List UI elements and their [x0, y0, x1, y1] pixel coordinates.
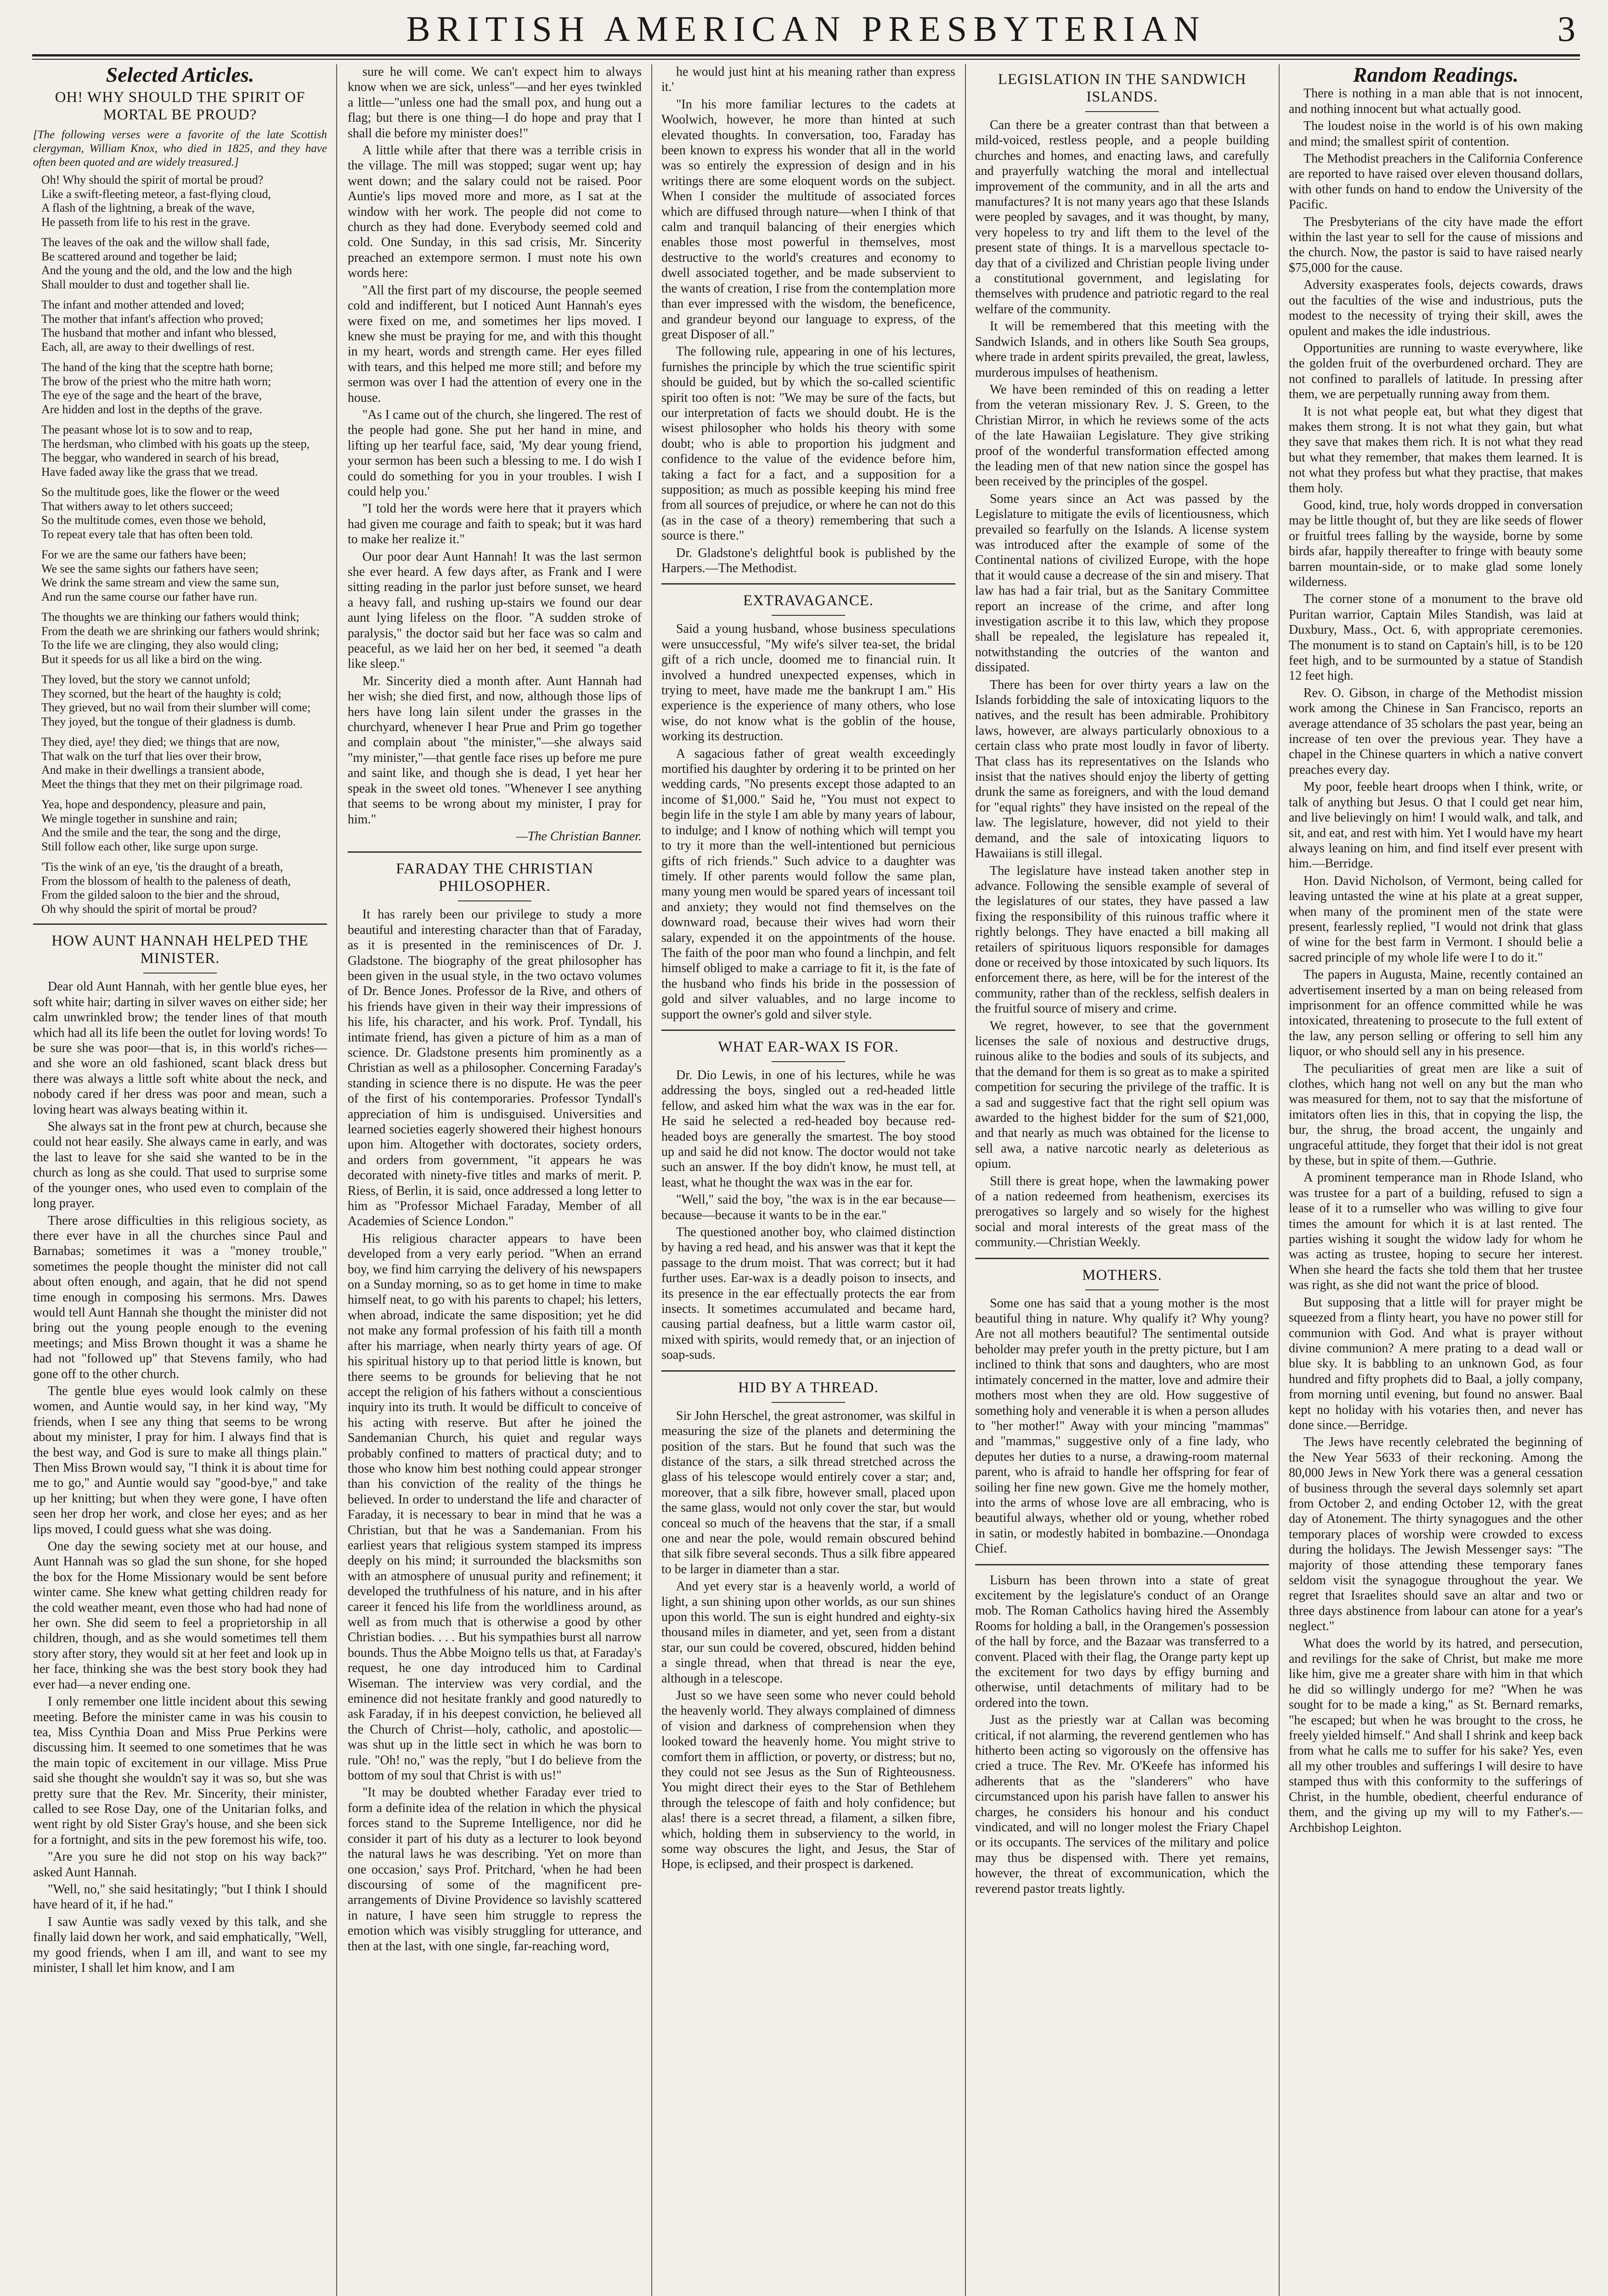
- poem-stanza: [41, 798, 327, 854]
- paragraph: The legislature have instead taken another step in advance. Following the sensible example of several of the legislatures of our states, they have passed a law fixing the responsibility of this ruinous traffic where it rightly belongs. They have enacted a bill making all retailers of spirituous liquors responsible for damages done or received by those intoxicated by such liquors. Its enforcement there, as here, will be for the interest of the community, rather than of the reckless, selfish dealers in the fruitful source of misery and crime.: [975, 863, 1269, 1016]
- paragraph: It will be remembered that this meeting with the Sandwich Islands, and in others like South Sea groups, where trade in ardent spirits prevailed, the great, lawless, murderous impulses of heathenism.: [975, 319, 1269, 380]
- story-continued: [348, 64, 642, 827]
- paragraph: The loudest noise in the world is of his own making and mind; the smallest spirit of contention.: [1289, 119, 1583, 149]
- paragraph: Adversity exasperates fools, dejects cowards, draws out the faculties of the wise and industrious, puts the modest to the necessity of trying their skill, awes the opulent and makes the idle industrious.: [1289, 278, 1583, 338]
- poem-line: The brow of the priest who the mitre hath worn;: [41, 374, 271, 388]
- title-rule: [772, 1402, 845, 1403]
- column-divider: [336, 64, 337, 2296]
- mothers-title: MOTHERS.: [1082, 1266, 1162, 1283]
- poem-line: And make in their dwellings a transient abode,: [41, 763, 265, 777]
- poem-line: To repeat every tale that has often been told.: [41, 527, 253, 541]
- poem-stanza: [41, 860, 327, 916]
- poem-line: The eye of the sage and the heart of the brave,: [41, 388, 262, 402]
- poem-line: For we are the same our fathers have been;: [41, 548, 247, 562]
- column-divider: [651, 64, 652, 2296]
- paragraph: I saw Auntie was sadly vexed by this talk, and she finally laid down her work, and said emphatically, "Well, my good friends, when I am ill, and want to see my minister, I shall let him know, and I am: [33, 1914, 327, 1975]
- paragraph: The questioned another boy, who claimed distinction by having a red head, and his answer was that it kept the passage to the drum moist. That was correct; but it had further uses. Ear-wax is a deadly poison to insects, and its presence in the ear effectually protects the ear from insects. It sometimes accumulated and became hard, causing partial deafness, but a little warm castor oil, mixed with spirits, would remedy that, or an injection of soap-suds.: [661, 1225, 955, 1362]
- paragraph: I only remember one little incident about this sewing meeting. Before the minister came in was his cousin to tea, Miss Cynthia Doan and Miss Prue Perkins were discussing him. It seemed to one sometimes that he was the main topic of excitement in our village. Miss Prue said she thought she wouldn't say it was so, but she was pretty sure that the Rev. Mr. Sincerity, their minister, called to see Rose Day, one of the Unitarian folks, and went right by old Sister Gray's house, and she been sick for a fortnight, and sits in the pew foremost his wife, too.: [33, 1694, 327, 1847]
- lisburn-body: [975, 1573, 1269, 1897]
- poem-line: From the blossom of health to the paleness of death,: [41, 874, 291, 888]
- column-2: [348, 64, 642, 2296]
- paragraph: "Are you sure he did not stop on his way back?" asked Aunt Hannah.: [33, 1850, 327, 1880]
- poem-line: From the death we are shrinking our fathers would shrink;: [41, 624, 320, 638]
- title-rule: [143, 973, 217, 974]
- paragraph: Dr. Dio Lewis, in one of his lectures, while he was addressing the boys, singled out a red-headed little fellow, and asked him what the wax was in the ear for. He said he selected a red-headed boy because red-headed boys are generally the smartest. The boy stood up and said he did not know. The doctor would not take such an answer. If the boy didn't know, he must tell, at least, what he thought the wax was in the ear for.: [661, 1068, 955, 1190]
- paragraph: She always sat in the front pew at church, because she could not hear easily. She always came in early, and was the last to leave for she said she wanted to be in the church as long as she could. That used to surprise some of the younger ones, who used even to complain of the long prayer.: [33, 1120, 327, 1211]
- poem-line: Still follow each other, like surge upon surge.: [41, 839, 259, 853]
- poem-line: They joyed, but the tongue of their gladness is dumb.: [41, 715, 296, 728]
- legislation-body: [975, 118, 1269, 1250]
- paragraph: It is not what people eat, but what they digest that makes them strong. It is not what they gain, but what they save that makes them rich. It is not what they read but what they remember, that makes them learned. It is not what they profess but what they practise, that makes them holy.: [1289, 404, 1583, 495]
- poem-body: [41, 173, 327, 916]
- paragraph: Rev. O. Gibson, in charge of the Methodist mission work among the Chinese in San Francisco, reports an average attendance of 35 scholars the past year, being an increase of ten over the previous year. They have a chapel in the Chinese quarters in which a native convert preaches every day.: [1289, 686, 1583, 777]
- paragraph: "I told her the words were here that it prayers which had given me courage and faith to speak; but it was hard to make her realize it.": [348, 501, 642, 547]
- paragraph: And yet every star is a heavenly world, a world of light, a sun shining upon other worlds, as our sun shines upon this world. The sun is eight hundred and eighty-six thousand miles in diameter, and yet, seen from a distant star, our sun could be covered, obscured, hidden behind a single thread, when that thread is near the eye, although in a telescope.: [661, 1579, 955, 1686]
- poem-line: And the young and the old, and the low and the high: [41, 264, 292, 277]
- poem-line: 'Tis the wink of an eye, 'tis the draught of a breath,: [41, 860, 283, 874]
- legislation-title: LEGISLATION IN THE SANDWICH ISLANDS.: [998, 71, 1247, 105]
- poem-stanza: [41, 485, 327, 541]
- paragraph: Dr. Gladstone's delightful book is published by the Harpers.—The Methodist.: [661, 546, 955, 575]
- poem-line: We drink the same stream and view the same sun,: [41, 576, 279, 590]
- earwax-title: WHAT EAR-WAX IS FOR.: [718, 1038, 899, 1055]
- article-divider: [661, 1030, 955, 1031]
- column-3: [661, 64, 955, 2296]
- paragraph: My poor, feeble heart droops when I think, write, or talk of anything but Jesus. O that I could get near him, and live believingly on him! I would walk, and talk, and sit, and eat, and rest with him. Yet I would have my heart always leaning on him, and find itself ever present with him.—Berridge.: [1289, 780, 1583, 871]
- paragraph: Our poor dear Aunt Hannah! It was the last sermon she ever heard. A few days after, as Frank and I were sitting reading in the parlor just before sunset, we heard a heavy fall, and rushing up-stairs we found our dear aunt lying lifeless on the floor. "A sudden stroke of paralysis," the doctor said but her face was so calm and peaceful, as we laid her on her bed, it seemed "a death like sleep.": [348, 549, 642, 671]
- poem-line: From the gilded saloon to the bier and the shroud,: [41, 888, 280, 902]
- poem-line: Meet the things that they met on their pilgrimage road.: [41, 777, 303, 791]
- poem-line: So the multitude comes, even those we behold,: [41, 513, 266, 527]
- poem-line: The husband that mother and infant who blessed,: [41, 326, 276, 340]
- poem-line: Be scattered around and together be laid;: [41, 249, 237, 263]
- title-rule: [1085, 111, 1159, 112]
- poem-line: Have faded away like the grass that we tread.: [41, 465, 258, 478]
- title-rule: [772, 615, 845, 616]
- section-heading-random-readings: Random Readings.: [1353, 64, 1519, 86]
- poem-stanza: [41, 548, 327, 604]
- poem-stanza: [41, 610, 327, 666]
- column-1: [33, 64, 327, 2296]
- poem-line: Oh! Why should the spirit of mortal be proud?: [41, 173, 264, 187]
- paragraph: A sagacious father of great wealth exceedingly mortified his daughter by ordering it to be printed on her wedding cards, "No presents except those adapted to an income of $1,000." Said he, "You must not expect to begin life in the style I am able by many years of labour, to indulge; and I know of nothing which will tempt you to try it more than the well-intentioned but pernicious gifts of rich friends." Such advice to a daughter was timely. If other parents would follow the same plan, many young men would be spared years of incessant toil and anxiety; they would not find themselves on the downward road, because their wives had worn their salary, expended it on the appointments of the house. The faith of the poor man who found a linchpin, and felt himself obliged to make a carriage to fit it, is the fate of the husband who finds his bride in the possession of gold and silver valuables, and no large income to support the owner's gold and silver style.: [661, 746, 955, 1022]
- paragraph: We regret, however, to see that the government licenses the sale of noxious and destructive drugs, ruinous alike to the bodies and souls of its subjects, and that the demand for them is so great as to make a spirited competition for securing the privilege of the traffic. It is a sad and suggestive fact that the right sell opium was awarded to the highest bidder for the sum of $21,000, and that nearly as much was obtained for the license to sell awa, a native narcotic nearly as deleterious as opium.: [975, 1019, 1269, 1171]
- paragraph: Some years since an Act was passed by the Legislature to mitigate the evils of licentiousness, which prevailed so fearfully on the Islands. A license system was introduced after the example of some of the Continental nations of civilized Europe, with the hope that it would cause a decrease of the sin and misery. That law has had a fair trial, but as the Sanitary Committee report an increase of the crime, and after long investigation ascribe it to this law, which they propose shall be repealed, the legislature has repealed it, notwithstanding the outcries of the wanton and dissipated.: [975, 491, 1269, 675]
- poem-line: Shall moulder to dust and together shall lie.: [41, 277, 250, 291]
- poem-line: They grieved, but no wail from their slumber will come;: [41, 701, 311, 715]
- poem-line: The herdsman, who climbed with his goats up the steep,: [41, 437, 310, 450]
- paragraph: The papers in Augusta, Maine, recently contained an advertisement inserted by a man on being released from imprisonment for an offence committed while he was intoxicated, threatening to prosecute to the full extent of the law, any person selling or offering to sell him any liquor, or who should sell any in his presence.: [1289, 968, 1583, 1059]
- poem-line: So the multitude goes, like the flower or the weed: [41, 485, 280, 499]
- paragraph: Can there be a greater contrast than that between a mild-voiced, restless people, and a people building churches and homes, and enacting laws, and carefully and prayerfully watching the moral and intellectual improvement of the community, and in all the arts and manufactures? It is not many years ago that these Islands were peopled by savages, and it was thought, by many, very hopeless to try and lift them to the level of the present state of things. It is a marvellous spectacle to-day that of a civilized and Christian people living under a constitutional government, and legislating for themselves with prudence and patriotic regard to the real welfare of the community.: [975, 118, 1269, 316]
- poem-line: Like a swift-fleeting meteor, a fast-flying cloud,: [41, 187, 271, 201]
- story-body: [33, 979, 327, 1975]
- poem-stanza: [41, 173, 327, 229]
- faraday-title: FARADAY THE CHRISTIAN PHILOSOPHER.: [396, 861, 593, 895]
- paragraph: Hon. David Nicholson, of Vermont, being called for leaving untasted the wine at his plate at a great supper, when many of the prominent men of the state were present, fearlessly replied, "I would not drink that glass of wine for the best farm in Vermont. I should belie a sacred principle of my whole life were I to do it.": [1289, 873, 1583, 965]
- poem-stanza: [41, 236, 327, 292]
- article-divider: [33, 923, 327, 925]
- poem-line: The mother that infant's affection who proved;: [41, 312, 264, 326]
- paragraph: "It may be doubted whether Faraday ever tried to form a definite idea of the relation in which the physical forces stand to the Supreme Intelligence, nor did he consider it part of his duty as a lecturer to look beyond the natural laws he was describing. 'Yet on more than one occasion,' says Prof. Pritchard, 'when he had been discoursing of some of the magnificent pre-arrangements of Divine Providence so lavishly scattered in nature, I have seen him struggle to repress the emotion which was visibly struggling for utterance, and then at the last, with one single, far-reaching word,: [348, 1785, 642, 1953]
- poem-line: The hand of the king that the sceptre hath borne;: [41, 360, 273, 374]
- poem-line: They loved, but the story we cannot unfold;: [41, 673, 250, 687]
- paragraph: What does the world by its hatred, and persecution, and revilings for the sake of Christ, but make me more like him, give me a greater share with him in that which he did so willingly undergo for me? "When he was sought for to be made a king," as St. Bernard remarks, "he escaped; but when he was brought to the cross, he freely yielded himself." And shall I shrink and keep back from what he calls me to suffer for his sake? Yes, even all my other troubles and sufferings I will desire to have stamped thus with this conformity to the sufferings of Christ, in the humble, obedient, cheerful endurance of them, and the giving up my will to my Father's.—Archbishop Leighton.: [1289, 1636, 1583, 1835]
- poem-stanza: [41, 673, 327, 729]
- paragraph: Good, kind, true, holy words dropped in conversation may be little thought of, but they are like seeds of flower or fruitful trees falling by the wayside, borne by some birds afar, happily thereafter to fringe with beauty some barren mountain-side, or to make glad some lonely wilderness.: [1289, 498, 1583, 589]
- paragraph: But supposing that a little will for prayer might be squeezed from a flinty heart, you have no power still for communion with God. And what is prayer without divine communion? A mere prating to a dead wall or blue sky. It is babbling to an unknown God, as four hundred and fifty prophets did to Baal, a jolly company, from morning until evening, but found no answer. Baal kept no holiday with his votaries then, and never has done since.—Berridge.: [1289, 1295, 1583, 1432]
- paragraph: "All the first part of my discourse, the people seemed cold and indifferent, but I noticed Aunt Hannah's eyes were fixed on me, and sometimes her lips moved. I knew she must be praying for me, and with this thought in my heart, words and strength came. Her eyes filled with tears, and this helped me more still; and before my sermon was over I had the attention of every one in the house.: [348, 283, 642, 405]
- paragraph: The corner stone of a monument to the brave old Puritan warrior, Captain Miles Standish, was laid at Duxbury, Mass., Oct. 6, with appropriate ceremonies. The monument is to stand on Captain's hill, is to be 120 feet high, and to be surmounted by a statue of Standish 12 feet high.: [1289, 592, 1583, 683]
- article-divider: [348, 851, 642, 853]
- paragraph: Lisburn has been thrown into a state of great excitement by the legislature's conduct of an Orange mob. The Roman Catholics having hired the Assembly Rooms for holding a ball, in the Orangemen's possession of the hall by force, and the Bazaar was transferred to a convent. Placed with their flag, the Orange party kept up the excitement for two days by effigy burning and otherwise, until detachments of military had to be ordered into the town.: [975, 1573, 1269, 1710]
- paragraph: There arose difficulties in this religious society, as there ever have in all the churches since Paul and Barnabas; sometimes it was a "money trouble," sometimes the people thought the minister did not call about often enough, and again, that he did not spend time enough in composing his sermons. Mrs. Dawes would tell Aunt Hannah she thought the minister did not bring out the young people enough to the evening meetings; and Miss Brown thought it was a shame he had not "followed up" that Stevens family, who had gone off to the other church.: [33, 1213, 327, 1381]
- paragraph: he would just hint at his meaning rather than express it.': [661, 65, 955, 95]
- paragraph: The following rule, appearing in one of his lectures, furnishes the principle by which the true scientific spirit should be guided, but by which the so-called scientific spirit too often is not: "We may be sure of the facts, but our interpretation of facts we should doubt. He is the wisest philosopher who holds his theory with some doubt; who is able to proportion his judgment and confidence to the value of the evidence before him, taking a fact for a fact, and a supposition for a supposition; as much as possible keeping his mind free from all sources of prejudice, or where he can not do this (as in the case of a theory) remembering that such a source is there.": [661, 344, 955, 543]
- paragraph: sure he will come. We can't expect him to always know when we are sick, unless"—and her eyes twinkled a little—"unless one had the small pox, and hung out a flag; but there is one thing—I do hope and pray that I shall die before my minister does!": [348, 65, 642, 141]
- paragraph: A little while after that there was a terrible crisis in the village. The mill was stopped; sugar went up; hay went down; and the salary could not be raised. Poor Auntie's lips moved more and more, as I sat at the window with her work. The people did not come to church as they had done. Everybody seemed cold and cold. One Sunday, in this sad crisis, Mr. Sincerity preached an extempore sermon. I must note his own words here:: [348, 143, 642, 281]
- poem-note: [The following verses were a favorite of the late Scottish clergyman, William Knox, who died in 1825, and they have often been quoted and are widely treasured.]: [33, 129, 327, 169]
- section-heading-selected-articles: Selected Articles.: [106, 64, 254, 86]
- thread-title: HID BY A THREAD.: [738, 1379, 879, 1396]
- paragraph: "Well, no," she said hesitatingly; "but I think I should have heard of it, if he had.": [33, 1882, 327, 1912]
- article-divider: [975, 1258, 1269, 1259]
- poem-line: The leaves of the oak and the willow shall fade,: [41, 236, 270, 249]
- poem-title: OH! WHY SHOULD THE SPIRIT OF MORTAL BE PROUD?: [55, 89, 305, 124]
- paragraph: Just so we have seen some who never could behold the heavenly world. They always complained of dimness of vision and darkness of comprehension when they looked toward the heavenly home. You might strive to comfort them in affliction, or poverty, or distress; but no, they could not see Jesus as the Sun of Righteousness. You might direct their eyes to the Star of Bethlehem through the telescope of faith and holy confidence; but alas! there is a secret thread, a filament, a silken fibre, which, holding them in subserviency to the world, in some way obscures the light, and Jesus, the Star of Hope, is eclipsed, and their prospect is darkened.: [661, 1688, 955, 1872]
- poem-line: And run the same course our father have run.: [41, 590, 257, 603]
- newspaper-title: BRITISH AMERICAN PRESBYTERIAN: [406, 9, 1206, 49]
- poem-line: And the smile and the tear, the song and the dirge,: [41, 826, 281, 839]
- poem-line: Each, all, are away to their dwellings of rest.: [41, 340, 255, 354]
- poem-stanza: [41, 423, 327, 479]
- paragraph: A prominent temperance man in Rhode Island, who was trustee for a part of a building, refused to sign a lease of it to a rumseller who was willing to give four times the amount for which it is at last rented. The parties wishing it sought the widow lady for whom he was acting as trustee, hoping to secure her interest. When she heard the facts she told them that her trustee was right, as she did not want the price of blood.: [1289, 1171, 1583, 1293]
- paragraph: "Well," said the boy, "the wax is in the ear because—because—because it wants to be in the ear.": [661, 1193, 955, 1222]
- column-5: [1289, 64, 1583, 2296]
- article-divider: [661, 583, 955, 585]
- poem-line: The beggar, who wandered in search of his bread,: [41, 451, 279, 465]
- poem-line: They died, aye! they died; we things that are now,: [41, 735, 280, 749]
- paragraph: Some one has said that a young mother is the most beautiful thing in nature. Why qualify it? Why young? Are not all mothers beautiful? The sentimental outside beholder may prefer youth in the pretty picture, but I am inclined to think that sons and daughters, who are most intimately concerned in the matter, love and admire their mothers most when they are old. How suggestive of something holy and venerable it is when a person alludes to "her mother!" Away with your mincing "mammas" and "mammas," suggestive only of a fine lady, who deputes her duties to a nurse, a drawing-room maternal parent, who is afraid to handle her offspring for fear of soiling her fine new gown. Give me the homely mother, into the arms of whose love are all embracing, who is beautiful always, whether old or young, whether robed in satin, or modestly habited in bombazine.—Onondaga Chief.: [975, 1296, 1269, 1556]
- poem-line: The peasant whose lot is to sow and to reap,: [41, 423, 253, 437]
- poem-line: We see the same sights our fathers have seen;: [41, 562, 259, 575]
- paragraph: Opportunities are running to waste everywhere, like the golden fruit of the overburdened orchard. They are not confined to parallels of latitude. In pressing after them, we are perpetually running away from them.: [1289, 341, 1583, 402]
- mothers-body: [975, 1296, 1269, 1557]
- column-divider: [1279, 64, 1280, 2296]
- story-attribution: —The Christian Banner.: [516, 829, 642, 844]
- paragraph: His religious character appears to have been developed from a very early period. "When an errand boy, we find him carrying the delivery of his newspapers on a Sunday morning, so as to get home in time to make himself neat, to go with his parents to chapel; his letters, when abroad, indicate the same disposition; yet he did not make any formal profession of his faith till a month after his marriage, when nearly thirty years of age. Of his spiritual history up to that period little is known, but there seems to be grounds for believing that he not accept the religion of his fathers without a conscientious inquiry into its truth. It would be difficult to conceive of his acting with reserve. But after he joined the Sandemanian Church, his quiet and regular ways probably confined to matters of practical duty; and to those who know him best nothing could appear stronger than his conviction of the reality of the things he believed. In order to understand the life and character of Faraday, it is necessary to bear in mind that he was a Christian, but that he was a Sandemanian. From his earliest years that religious system stamped its impress deeply on his mind; it surrounded the blacksmiths son with an atmosphere of unusual purity and refinement; it developed the truthfulness of his nature, and in his after career it fenced his life from the worldliness around, as well as from much that is otherwise a good by other Christian bodies. . . . But his sympathies burst all narrow bounds. Thus the Abbe Moigno tells us that, at Faraday's request, he one day introduced him to Cardinal Wiseman. The interview was very cordial, and the eminence did not hesitate frankly and good naturedly to ask Faraday, if in his deepest conviction, he believed all the Church of Christ—holy, catholic, and apostolic—was shut up in the little sect in which he was born to rule. "Oh! no," was the reply, "but I do believe from the bottom of my soul that Christ is with us!": [348, 1231, 642, 1783]
- poem-line: They scorned, but the heart of the haughty is cold;: [41, 687, 282, 700]
- paragraph: Mr. Sincerity died a month after. Aunt Hannah had her wish; she died first, and now, although those lips of hers have long lain silent under the grasses in the churchyard, whenever I hear Prue and Prim go together and complain about "the minister,"—she always said "my minister,"—that gentle face rises up before me pure and saint like, and though she is dead, I yet hear her speak in the sweet old tones. "Whenever I see anything that seems to be wrong about my minister, I pray for him.": [348, 674, 642, 827]
- extravagance-title: EXTRAVAGANCE.: [743, 592, 874, 609]
- poem-line: He passeth from life to his rest in the grave.: [41, 215, 250, 229]
- title-rule: [1085, 1289, 1159, 1290]
- article-divider: [661, 1370, 955, 1372]
- paragraph: There is nothing in a man able that is not innocent, and nothing innocent but what actually good.: [1289, 86, 1583, 116]
- poem-line: We mingle together in sunshine and rain;: [41, 811, 237, 825]
- poem-stanza: [41, 735, 327, 791]
- poem-line: Are hidden and lost in the depths of the grave.: [41, 402, 262, 416]
- paragraph: Still there is great hope, when the lawmaking power of a nation redeemed from heathenism, exercises its prerogatives so largely and so wisely for the highest social and moral interests of the great mass of the community.—Christian Weekly.: [975, 1174, 1269, 1250]
- poem-line: That walk on the turf that lies over their brow,: [41, 749, 262, 763]
- poem-line: A flash of the lightning, a break of the wave,: [41, 201, 255, 215]
- earwax-body: [661, 1068, 955, 1363]
- random-readings-body: [1289, 86, 1583, 1835]
- paragraph: Just as the priestly war at Callan was becoming critical, if not alarming, the reverend gentlemen who has hitherto been acting so vigorously on the offensive has cried a truce. The Rev. Mr. O'Keefe has informed his adherents that as the "slanderers" who have circumstanced upon his parish have fallen to answer his charges, he considers his honour and his conduct vindicated, and will no longer molest the Friary Chapel or its occupants. The services of the military and police may thus be dispensed with. There yet remains, however, the threat of excommunication, which the reverend pastor treats lightly.: [975, 1713, 1269, 1896]
- extravagance-body: [661, 621, 955, 1022]
- paragraph: "In his more familiar lectures to the cadets at Woolwich, however, he more than hinted at such elevated thoughts. In conversation, too, Faraday has been known to express his wonder that all in the world was so entirely the expression of design and in his writings there are some eloquent words on the subject. When I consider the multitude of associated forces which are diffused through nature—when I think of that calm and tranquil balancing of their energies which enables those most powerful in themselves, most destructive to the world's creatures and economy to dwell associated together, and be made subservient to the wants of creation, I rise from the contemplation more than ever impressed with the wisdom, the beneficence, and grandeur beyond our language to express, of the great Disposer of all.": [661, 97, 955, 342]
- paragraph: We have been reminded of this on reading a letter from the veteran missionary Rev. J. S. Green, to the Christian Mirror, in which he reviews some of the acts of the late Hawaiian Legislature. They give striking proof of the wonderful transformation effected among the leading men of that new nation since the gospel has been received by the principles of the gospel.: [975, 382, 1269, 489]
- title-rule: [772, 1061, 845, 1062]
- paragraph: The Jews have recently celebrated the beginning of the New Year 5633 of their reckoning. Among the 80,000 Jews in New York there was a general cessation of business through the several days solemnly set apart from October 2, and ending October 12, with the great day of Atonement. The thirty synagogues and the other temporary places of worship were crowded to excess during the holidays. The Jewish Messenger says: "The majority of those attending these temporary fanes seldom visit the synagogue throughout the year. We regret that Israelites should save an altar and two or three days abstinence from labour can atone for a year's neglect.": [1289, 1435, 1583, 1634]
- poem-line: But it speeds for us all like a bird on the wing.: [41, 652, 262, 666]
- poem-line: The thoughts we are thinking our fathers would think;: [41, 610, 299, 624]
- masthead-rule-thin: [32, 59, 1580, 60]
- paragraph: There has been for over thirty years a law on the Islands forbidding the sale of intoxicating liquors to the natives, and the result has been admirable. Prohibitory laws, however, are always particularly obnoxious to a certain class who prate most loudly in favor of liberty. That class has its representatives on the Islands who insist that the natives should enjoy the liberty of getting drunk the same as foreigners, and with the loud demand for "equal rights" they have insisted on the repeal of the law. The legislature, however, did not yield to their demand, and the sale of intoxicating liquors to Hawaiians is still illegal.: [975, 677, 1269, 861]
- paragraph: Dear old Aunt Hannah, with her gentle blue eyes, her soft white hair; darting in silver waves on either side; her calm unwrinkled brow; the tender lines of that mouth which had all its life been the outlet for loving words! To be sure she was poor—that is, in this world's riches—and she wore an old fashioned, scant black dress but there was always a little soft white about the neck, and nobody cared if her dress was poor and mean, such a loving heart was always beating within it.: [33, 979, 327, 1117]
- story-title: HOW AUNT HANNAH HELPED THE MINISTER.: [51, 933, 309, 967]
- title-rule: [458, 900, 531, 901]
- poem-line: That withers away to let others succeed;: [41, 499, 233, 513]
- poem-line: The infant and mother attended and loved;: [41, 298, 244, 312]
- paragraph: The peculiarities of great men are like a suit of clothes, which hang not well on any but the man who was measured for them, not to say that the misfortune of imitators often lies in this, that in copying the lisp, the bur, the shrug, the broad accent, the ungainly and ungraceful attitude, they forget that their idol is not great by these, but in spite of them.—Guthrie.: [1289, 1061, 1583, 1168]
- poem-line: To the life we are clinging, they also would cling;: [41, 638, 279, 652]
- paragraph: Said a young husband, whose business speculations were unsuccessful, "My wife's silver tea-set, the bridal gift of a rich uncle, doomed me to financial ruin. It involved a hundred unexpected expenses, which in trying to meet, have made me the bankrupt I am." His experience is the experience of many others, who lose wise, do not know what is the goblin of the house, working its destruction.: [661, 622, 955, 744]
- thread-body: [661, 1408, 955, 1872]
- poem-stanza: [41, 298, 327, 354]
- faraday-continued: [661, 64, 955, 576]
- paragraph: Sir John Herschel, the great astronomer, was skilful in measuring the size of the planets and determining the position of the stars. But he found that such was the distance of the stars, a silk thread stretched across the glass of his telescope would entirely cover a star; and, moreover, that a silk fibre, however small, placed upon the same glass, would not only cover the star, but would conceal so much of the heavens that the star, if a small one and near the pole, would remain obscured behind that silk fibre several seconds. Thus a silk fibre appeared to be larger in diameter than a star.: [661, 1408, 955, 1576]
- masthead: [32, 5, 1580, 60]
- masthead-rule: [32, 54, 1580, 56]
- column-4: [975, 64, 1269, 2296]
- poem-line: Yea, hope and despondency, pleasure and pain,: [41, 798, 266, 811]
- paragraph: It has rarely been our privilege to study a more beautiful and interesting character than that of Faraday, as it is presented in the reminiscences of Dr. J. Gladstone. The biography of the great philosopher has been given in the usual style, in the two octavo volumes of Dr. Bence Jones. Professor de la Rive, and others of his friends have given in their way their impressions of his life, his character, and his work. Prof. Tyndall, his intimate friend, has given a picture of him as a man of science. Dr. Gladstone presents him prominently as a Christian as well as a philosopher. Concerning Faraday's standing in science there is no dispute. He was the peer of the first of his contemporaries. Professor Tyndall's appreciation of him is undisguised. Universities and learned societies eagerly showered their highest honours upon him. Altogether with doctorates, society orders, and orders from government, "it appears he was decorated with ninety-five titles and marks of merit. P. Riess, of Berlin, it is said, once addressed a long letter to him as "Professor Michael Faraday, Member of all Academies of Science London.": [348, 907, 642, 1229]
- article-divider: [975, 1564, 1269, 1565]
- page-number: 3: [1557, 9, 1575, 49]
- faraday-body: [348, 907, 642, 1954]
- paragraph: The Presbyterians of the city have made the effort within the last year to sell for the cause of missions and the church. Now, the pastor is said to have raised nearly $75,000 for the cause.: [1289, 214, 1583, 275]
- paragraph: The gentle blue eyes would look calmly on these women, and Auntie would say, in her kind way, "My friends, when I see any thing that seems to be wrong about my minister, I pray for him. I always find that is the best way, and God is sure to make all things plain." Then Miss Brown would say, "I think it is about time for me to go," and Auntie would say "good-bye," and take up her knitting; but when they were gone, I have often seen her drop her work, and close her eyes; and as her lips moved, I could guess what she was doing.: [33, 1384, 327, 1536]
- column-divider: [965, 64, 966, 2296]
- paragraph: The Methodist preachers in the California Conference are reported to have raised over eleven thousand dollars, with other funds on hand to endow the University of the Pacific.: [1289, 152, 1583, 212]
- poem-line: Oh why should the spirit of mortal be proud?: [41, 902, 257, 916]
- paragraph: "As I came out of the church, she lingered. The rest of the people had gone. She put her hand in mine, and lifting up her tearful face, said, 'My dear young friend, your sermon has been such a blessing to me. I do wish I could do something for you in your troubles. I wish I could help you.': [348, 407, 642, 499]
- paragraph: One day the sewing society met at our house, and Aunt Hannah was so glad the sun shone, for she hoped the box for the Home Missionary would be sent before winter came. She knew what getting children ready for the cold weather meant, even those who had had none of her own. She did seem to feel a proprietorship in all children, though, and as she would sometimes tell them story after story, they would sit at her feet and look up in her face, thinking she was the best story book they had ever had—a never ending one.: [33, 1539, 327, 1692]
- poem-stanza: [41, 360, 327, 416]
